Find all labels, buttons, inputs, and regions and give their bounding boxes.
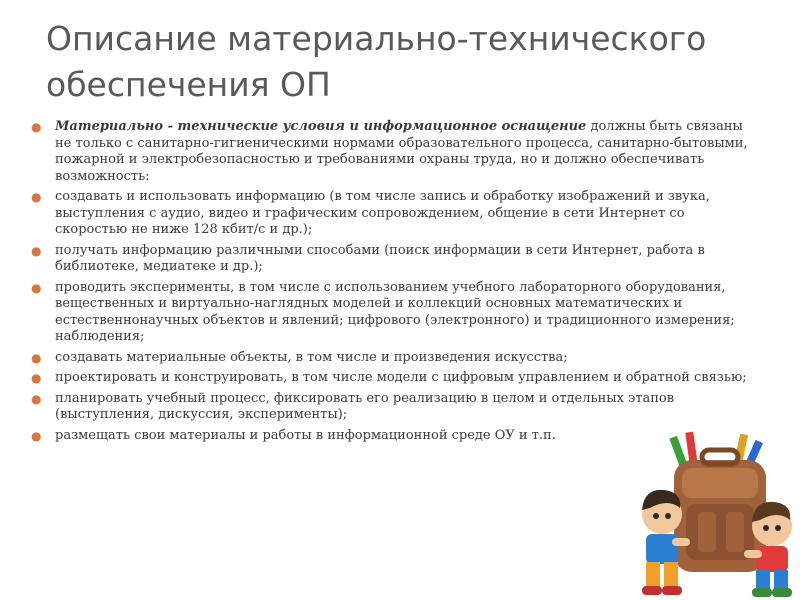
list-item [28,391,758,424]
bullet-list [28,119,758,448]
bullet-icon: ● [31,428,42,443]
item-text: проводить эксперименты, в том числе с использованием учебного лабораторного оборудования, вещественных и виртуально-наглядных моделей и коллекций основных математических и естественнонаучных объектов и явлений; цифрового (электронного) и традиционного измерения; наблюдения; [55,279,735,344]
list-item [28,370,758,387]
item-text: размещать свои материалы и работы в информационной среде ОУ и т.п. [55,427,556,443]
item-text: получать информацию различными способами (поиск информации в сети Интернет, работа в библиотеке, медиатеке и др.); [55,242,705,274]
slide-title: Описание материально-технического обеспечения ОП [46,19,707,104]
children-carrying-backpack-icon [632,430,800,600]
item-text: создавать и использовать информацию (в том числе запись и обработку изображений и звука, выступления с аудио, видео и графическим сопровождением, общение в сети Интернет со скоростью не ниже 128 кбит/с и др.); [55,189,710,237]
bullet-icon: ● [31,350,42,365]
list-item [28,189,758,239]
intro-text: должны быть связаны не только с санитарно-гигиеническими нормами образовательного процесса, санитарно-бытовыми, пожарной и электробезопасностью и требованиями охраны труда, но и должно обеспечивать возможность: [55,119,748,184]
item-text: планировать учебный процесс, фиксировать его реализацию в целом и отдельных этапов (выступления, дискуссия, эксперименты); [55,390,675,422]
list-item [28,350,758,367]
intro-emphasis: Материально - технические условия и информационное оснащение [55,119,587,134]
bullet-icon: ● [31,371,42,385]
item-text: создавать материальные объекты, в том числе и произведения искусства; [55,349,568,365]
bullet-icon: ● [31,120,42,134]
bullet-icon: ● [31,190,42,204]
list-item [28,243,758,276]
list-item [28,119,758,185]
bullet-icon: ● [31,391,42,406]
item-text: проектировать и конструировать, в том числе модели с цифровым управлением и обратной связью; [55,370,747,385]
list-item [28,280,758,346]
bullet-icon: ● [31,243,42,258]
bullet-icon: ● [31,280,42,295]
